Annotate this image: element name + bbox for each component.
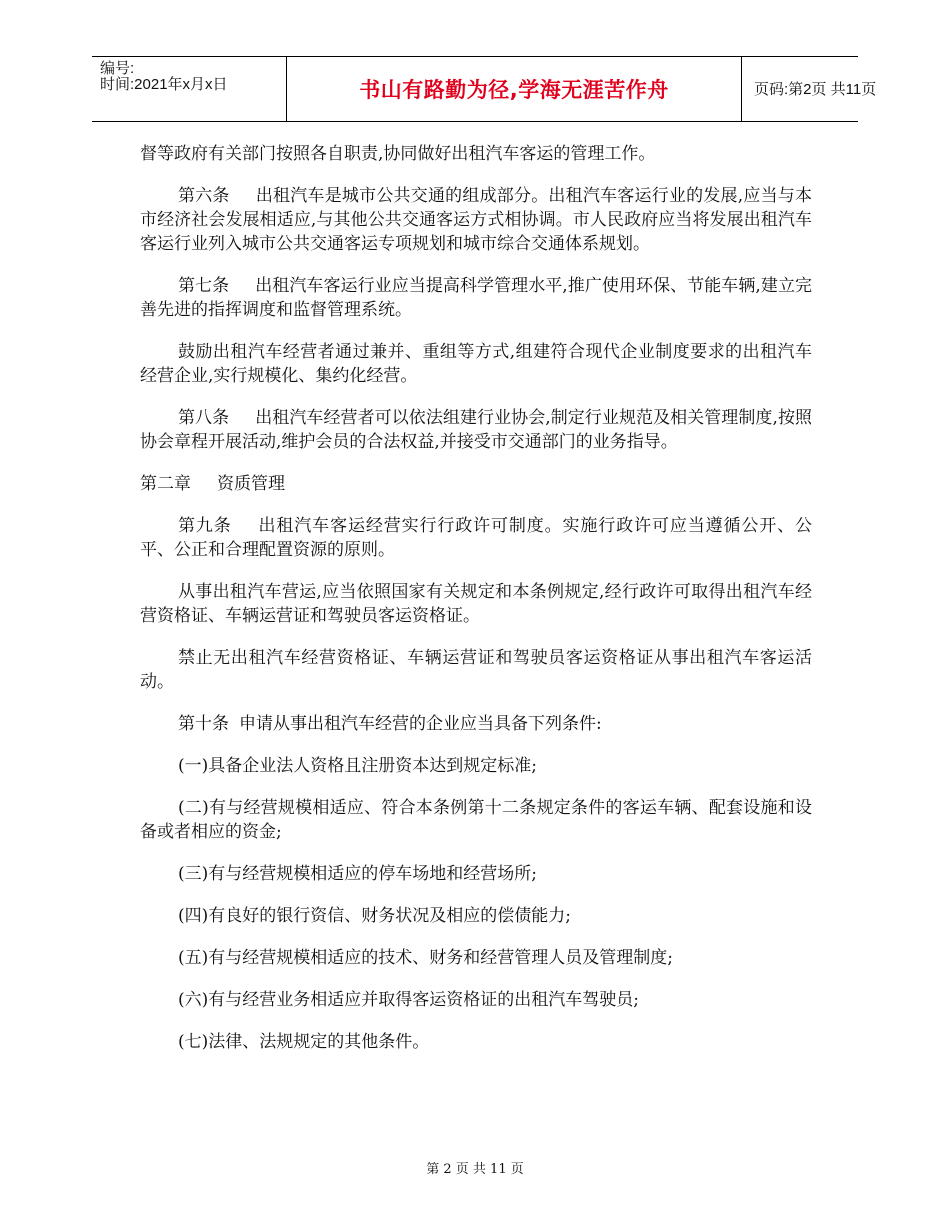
paragraph: 从事出租汽车营运,应当依照国家有关规定和本条例规定,经行政许可取得出租汽车经营资格证、车辆运营证和驾驶员客运资格证。 [140,582,812,626]
chapter-title: 资质管理 [217,474,285,494]
article-number: 第九条 [178,516,232,536]
list-item: (六)有与经营业务相适应并取得客运资格证的出租汽车驾驶员; [178,990,639,1010]
chapter-number: 第二章 [140,474,191,494]
article-number: 第八条 [178,408,230,428]
paragraph: 鼓励出租汽车经营者通过兼并、重组等方式,组建符合现代企业制度要求的出租汽车经营企业,实行规模化、集约化经营。 [140,342,812,386]
article-number: 第六条 [178,186,230,206]
header-page-code: 页码:第2页 共11页 [754,81,877,98]
article-number: 第七条 [178,276,230,296]
page-footer: 第 2 页 共 11 页 [426,1162,524,1177]
article-text: 出租汽车是城市公共交通的组成部分。出租汽车客运行业的发展,应当与本市经济社会发展相适应,与其他公共交通客运方式相协调。市人民政府应当将发展出租汽车客运行业列入城市公共交通客运专项规划和城市综合交通体系规划。 [140,186,813,254]
list-item: (三)有与经营规模相适应的停车场地和经营场所; [178,864,537,884]
list-item: (一)具备企业法人资格且注册资本达到规定标准; [178,756,537,776]
time-label: 时间:2021年x月x日 [100,76,228,93]
article-10 [140,712,812,736]
paragraph: 督等政府有关部门按照各自职责,协同做好出租汽车客运的管理工作。 [140,144,656,164]
number-label: 编号: [100,60,135,77]
list-item: (二)有与经营规模相适应、符合本条例第十二条规定条件的客运车辆、配套设施和设备或者相应的资金; [140,798,812,842]
list-item: (四)有良好的银行资信、财务状况及相应的偿债能力; [178,906,571,926]
header-motto: 书山有路勤为径,学海无涯苦作舟 [286,57,742,121]
list-item: (五)有与经营规模相适应的技术、财务和经营管理人员及管理制度; [178,948,673,968]
article-text: 申请从事出租汽车经营的企业应当具备下列条件: [239,714,602,734]
document-body [140,142,812,1072]
article-7 [140,274,812,322]
paragraph: 禁止无出租汽车经营资格证、车辆运营证和驾驶员客运资格证从事出租汽车客运活动。 [140,648,812,692]
article-text: 出租汽车经营者可以依法组建行业协会,制定行业规范及相关管理制度,按照协会章程开展活动,维护会员的合法权益,并接受市交通部门的业务指导。 [140,408,813,452]
page-header [92,56,877,122]
article-text: 出租汽车客运行业应当提高科学管理水平,推广使用环保、节能车辆,建立完善先进的指挥调度和监督管理系统。 [140,276,813,320]
header-meta [92,57,286,121]
article-8 [140,406,812,454]
article-9 [140,514,812,562]
list-item: (七)法律、法规规定的其他条件。 [178,1032,430,1052]
article-6 [140,184,812,256]
article-number: 第十条 [178,714,229,734]
chapter-heading [140,472,812,496]
article-text: 出租汽车客运经营实行行政许可制度。实施行政许可应当遵循公开、公平、公正和合理配置资源的原则。 [140,516,813,560]
